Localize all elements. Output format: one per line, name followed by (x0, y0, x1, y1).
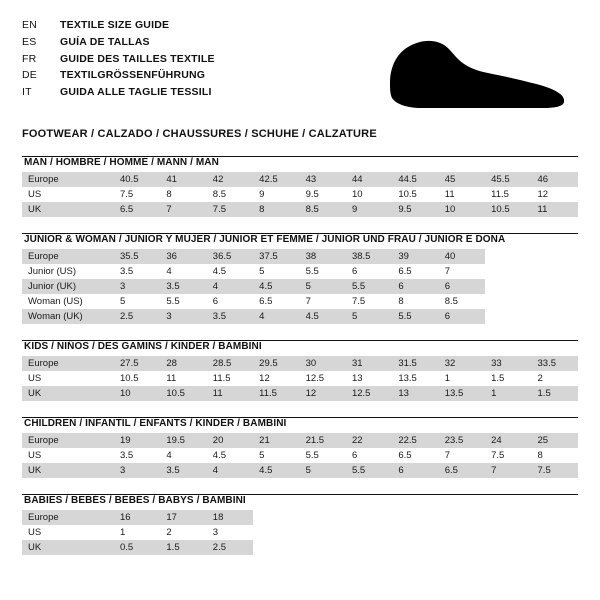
size-cell: 22 (346, 433, 392, 448)
size-cell: 24 (485, 433, 531, 448)
language-code: ES (22, 35, 37, 48)
size-cell: 8 (392, 294, 438, 309)
table-row (22, 294, 578, 309)
size-cell (300, 525, 346, 540)
size-cell: 13 (392, 386, 438, 401)
size-cell: 37.5 (253, 249, 299, 264)
language-title-list (22, 18, 215, 102)
size-cell: 10 (114, 386, 160, 401)
table-row (22, 448, 578, 463)
size-table (22, 510, 578, 555)
size-cell: 7.5 (346, 294, 392, 309)
size-cell: 5.5 (346, 463, 392, 478)
size-cell (392, 525, 438, 540)
size-cell (532, 540, 578, 555)
size-cell (439, 525, 485, 540)
size-cell: 8 (160, 187, 206, 202)
row-label: Europe (22, 433, 114, 448)
size-cell: 20 (207, 433, 253, 448)
size-cell: 5 (346, 309, 392, 324)
size-cell: 6 (439, 309, 485, 324)
size-cell: 13.5 (392, 371, 438, 386)
size-cell (532, 510, 578, 525)
row-label: US (22, 525, 114, 540)
size-cell: 4.5 (207, 448, 253, 463)
section-title: CHILDREN / INFANTIL / ENFANTS / KINDER / BAMBINI (24, 418, 287, 429)
language-code: EN (22, 19, 37, 31)
language-title-list-body (22, 18, 215, 102)
row-label: Europe (22, 249, 114, 264)
size-cell: 42.5 (253, 172, 299, 187)
table-row (22, 510, 578, 525)
language-code: FR (22, 52, 37, 65)
size-cell: 10.5 (485, 202, 531, 217)
size-cell (532, 294, 578, 309)
size-cell: 4 (160, 448, 206, 463)
size-cell: 3 (114, 463, 160, 478)
size-cell: 5.5 (300, 448, 346, 463)
size-cell: 31 (346, 356, 392, 371)
size-cell: 8.5 (439, 294, 485, 309)
size-cell (253, 510, 299, 525)
size-cell: 3.5 (160, 463, 206, 478)
table-row (22, 309, 578, 324)
size-cell: 46 (532, 172, 578, 187)
size-cell: 0.5 (114, 540, 160, 555)
row-label: US (22, 371, 114, 386)
size-cell: 5.5 (346, 279, 392, 294)
size-cell (392, 510, 438, 525)
size-section-man (22, 156, 578, 217)
table-row (22, 202, 578, 217)
section-title: JUNIOR & WOMAN / JUNIOR Y MUJER / JUNIOR ET FEMME / JUNIOR UND FRAU / JUNIOR E DONA (24, 234, 506, 245)
size-cell: 5 (253, 448, 299, 463)
size-cell: 38 (300, 249, 346, 264)
size-cell: 6 (346, 264, 392, 279)
size-cell: 22.5 (392, 433, 438, 448)
size-cell: 21 (253, 433, 299, 448)
size-cell: 2.5 (207, 540, 253, 555)
size-cell (300, 540, 346, 555)
table-row (22, 525, 578, 540)
size-cell (485, 525, 531, 540)
language-row (22, 52, 215, 69)
size-cell: 11 (532, 202, 578, 217)
size-cell: 10.5 (392, 187, 438, 202)
size-table (22, 172, 578, 217)
size-cell: 45 (439, 172, 485, 187)
size-cell: 17 (160, 510, 206, 525)
size-cell (253, 525, 299, 540)
size-cell (439, 540, 485, 555)
size-cell: 27.5 (114, 356, 160, 371)
size-cell: 1 (439, 371, 485, 386)
size-cell: 5.5 (300, 264, 346, 279)
row-label: Junior (UK) (22, 279, 114, 294)
size-cell: 11 (160, 371, 206, 386)
size-cell: 6.5 (392, 264, 438, 279)
size-cell: 25 (532, 433, 578, 448)
size-cell: 1 (485, 386, 531, 401)
size-table-body (22, 510, 578, 555)
size-cell (532, 279, 578, 294)
size-cell: 40 (439, 249, 485, 264)
section-title: BABIES / BEBÉS / BÉBÉS / BABYS / BAMBINI (24, 495, 246, 506)
size-cell: 6 (207, 294, 253, 309)
size-cell (485, 279, 531, 294)
size-cell: 7 (485, 463, 531, 478)
size-cell (300, 510, 346, 525)
size-cell: 6.5 (392, 448, 438, 463)
size-cell: 45.5 (485, 172, 531, 187)
size-cell (346, 525, 392, 540)
size-cell: 36 (160, 249, 206, 264)
size-cell (346, 510, 392, 525)
size-cell: 5.5 (392, 309, 438, 324)
size-cell: 33 (485, 356, 531, 371)
document-header (22, 18, 578, 114)
size-cell: 33.5 (532, 356, 578, 371)
size-cell: 13.5 (439, 386, 485, 401)
table-row (22, 463, 578, 478)
size-cell: 3.5 (160, 279, 206, 294)
size-cell: 1.5 (485, 371, 531, 386)
language-row (22, 35, 215, 52)
language-title: TEXTILE SIZE GUIDE (60, 19, 170, 31)
language-title: GUÍA DE TALLAS (60, 35, 150, 48)
size-cell: 44 (346, 172, 392, 187)
size-cell (392, 540, 438, 555)
size-cell: 30 (300, 356, 346, 371)
size-cell: 5 (253, 264, 299, 279)
table-row (22, 279, 578, 294)
size-cell: 2 (532, 371, 578, 386)
language-row (22, 85, 215, 102)
size-cell: 11.5 (207, 371, 253, 386)
size-cell: 36.5 (207, 249, 253, 264)
size-cell: 10.5 (114, 371, 160, 386)
row-label: Europe (22, 510, 114, 525)
language-row (22, 18, 215, 35)
size-cell (346, 540, 392, 555)
size-cell: 7 (439, 448, 485, 463)
size-cell (532, 309, 578, 324)
size-cell: 7.5 (114, 187, 160, 202)
size-cell: 43 (300, 172, 346, 187)
size-table (22, 356, 578, 401)
size-cell: 23.5 (439, 433, 485, 448)
size-table (22, 249, 578, 324)
size-cell: 10 (439, 202, 485, 217)
size-cell: 3.5 (207, 309, 253, 324)
size-cell: 29.5 (253, 356, 299, 371)
section-title: KIDS / NIÑOS / DES GAMINS / KINDER / BAMBINI (24, 341, 262, 352)
section-title: MAN / HOMBRE / HOMME / MANN / MAN (24, 157, 219, 168)
size-section-junior-woman (22, 233, 578, 324)
size-cell: 6 (346, 448, 392, 463)
row-label: Europe (22, 172, 114, 187)
table-row (22, 371, 578, 386)
category-line: FOOTWEAR / CALZADO / CHAUSSURES / SCHUHE / CALZATURE (22, 128, 377, 140)
size-cell: 12.5 (300, 371, 346, 386)
row-label: Junior (US) (22, 264, 114, 279)
size-cell: 4 (207, 463, 253, 478)
size-cell: 44.5 (392, 172, 438, 187)
size-cell: 6 (392, 463, 438, 478)
size-cell: 3 (160, 309, 206, 324)
size-cell: 7.5 (207, 202, 253, 217)
size-cell: 40.5 (114, 172, 160, 187)
size-cell: 12 (253, 371, 299, 386)
size-cell: 4 (160, 264, 206, 279)
language-title: GUIDE DES TAILLES TEXTILE (60, 52, 215, 65)
size-cell: 9.5 (392, 202, 438, 217)
row-label: Europe (22, 356, 114, 371)
size-cell: 4.5 (207, 264, 253, 279)
language-code: IT (22, 86, 32, 98)
size-cell (532, 264, 578, 279)
size-cell: 1.5 (532, 386, 578, 401)
size-cell: 9.5 (300, 187, 346, 202)
size-sections (22, 156, 578, 555)
size-cell: 10 (346, 187, 392, 202)
size-cell (485, 249, 531, 264)
size-cell: 7.5 (485, 448, 531, 463)
size-table (22, 433, 578, 478)
size-cell: 8 (253, 202, 299, 217)
size-cell: 5 (114, 294, 160, 309)
size-cell: 8.5 (300, 202, 346, 217)
size-cell: 11.5 (485, 187, 531, 202)
size-cell: 4.5 (253, 463, 299, 478)
size-cell: 38.5 (346, 249, 392, 264)
size-cell: 12.5 (346, 386, 392, 401)
row-label: UK (22, 202, 114, 217)
size-cell: 6 (439, 279, 485, 294)
size-cell: 18 (207, 510, 253, 525)
size-cell: 32 (439, 356, 485, 371)
size-cell: 11 (207, 386, 253, 401)
size-table-body (22, 172, 578, 217)
table-row (22, 264, 578, 279)
size-cell: 7.5 (532, 463, 578, 478)
row-label: UK (22, 386, 114, 401)
size-cell: 7 (300, 294, 346, 309)
size-cell: 5.5 (160, 294, 206, 309)
size-cell: 10.5 (160, 386, 206, 401)
size-table-body (22, 249, 578, 324)
size-cell: 8 (532, 448, 578, 463)
size-cell: 11.5 (253, 386, 299, 401)
size-cell: 42 (207, 172, 253, 187)
size-cell (485, 540, 531, 555)
size-cell: 1 (114, 525, 160, 540)
size-cell: 3 (114, 279, 160, 294)
size-cell: 28.5 (207, 356, 253, 371)
size-cell: 6 (392, 279, 438, 294)
size-section-children (22, 417, 578, 478)
size-table-body (22, 433, 578, 478)
size-cell (485, 264, 531, 279)
size-cell: 7 (439, 264, 485, 279)
row-label: US (22, 448, 114, 463)
size-cell: 41 (160, 172, 206, 187)
language-code: DE (22, 69, 37, 82)
table-row (22, 540, 578, 555)
language-title: TEXTILGRÖSSENFÜHRUNG (60, 69, 206, 82)
size-cell (253, 540, 299, 555)
size-table-body (22, 356, 578, 401)
size-cell: 9 (346, 202, 392, 217)
size-cell: 2.5 (114, 309, 160, 324)
table-row (22, 249, 578, 264)
size-cell: 2 (160, 525, 206, 540)
size-cell: 5 (300, 463, 346, 478)
size-cell: 12 (532, 187, 578, 202)
size-cell: 6.5 (439, 463, 485, 478)
size-cell (485, 510, 531, 525)
table-row (22, 187, 578, 202)
size-cell: 7 (160, 202, 206, 217)
size-cell: 3.5 (114, 448, 160, 463)
size-cell: 11 (439, 187, 485, 202)
size-cell: 6.5 (114, 202, 160, 217)
language-row (22, 68, 215, 85)
size-cell: 1.5 (160, 540, 206, 555)
size-cell: 8.5 (207, 187, 253, 202)
size-cell: 4.5 (300, 309, 346, 324)
size-cell: 5 (300, 279, 346, 294)
size-cell: 4 (253, 309, 299, 324)
size-cell: 19.5 (160, 433, 206, 448)
size-cell: 3.5 (114, 264, 160, 279)
size-cell (485, 309, 531, 324)
size-cell: 31.5 (392, 356, 438, 371)
size-cell: 4 (207, 279, 253, 294)
row-label: Woman (US) (22, 294, 114, 309)
size-cell (485, 294, 531, 309)
size-cell: 16 (114, 510, 160, 525)
row-label: US (22, 187, 114, 202)
table-row (22, 172, 578, 187)
language-title: GUIDA ALLE TAGLIE TESSILI (60, 86, 212, 98)
table-row (22, 356, 578, 371)
size-cell (532, 249, 578, 264)
size-section-babies (22, 494, 578, 555)
size-cell: 12 (300, 386, 346, 401)
size-cell: 3 (207, 525, 253, 540)
row-label: UK (22, 463, 114, 478)
size-cell: 21.5 (300, 433, 346, 448)
row-label: Woman (UK) (22, 309, 114, 324)
dress-shoe-icon (382, 30, 572, 114)
size-cell: 13 (346, 371, 392, 386)
table-row (22, 433, 578, 448)
size-cell: 4.5 (253, 279, 299, 294)
size-cell: 9 (253, 187, 299, 202)
row-label: UK (22, 540, 114, 555)
table-row (22, 386, 578, 401)
size-cell: 28 (160, 356, 206, 371)
size-cell (439, 510, 485, 525)
size-section-kids (22, 340, 578, 401)
size-cell: 6.5 (253, 294, 299, 309)
size-cell: 39 (392, 249, 438, 264)
size-cell (532, 525, 578, 540)
size-cell: 19 (114, 433, 160, 448)
size-cell: 35.5 (114, 249, 160, 264)
